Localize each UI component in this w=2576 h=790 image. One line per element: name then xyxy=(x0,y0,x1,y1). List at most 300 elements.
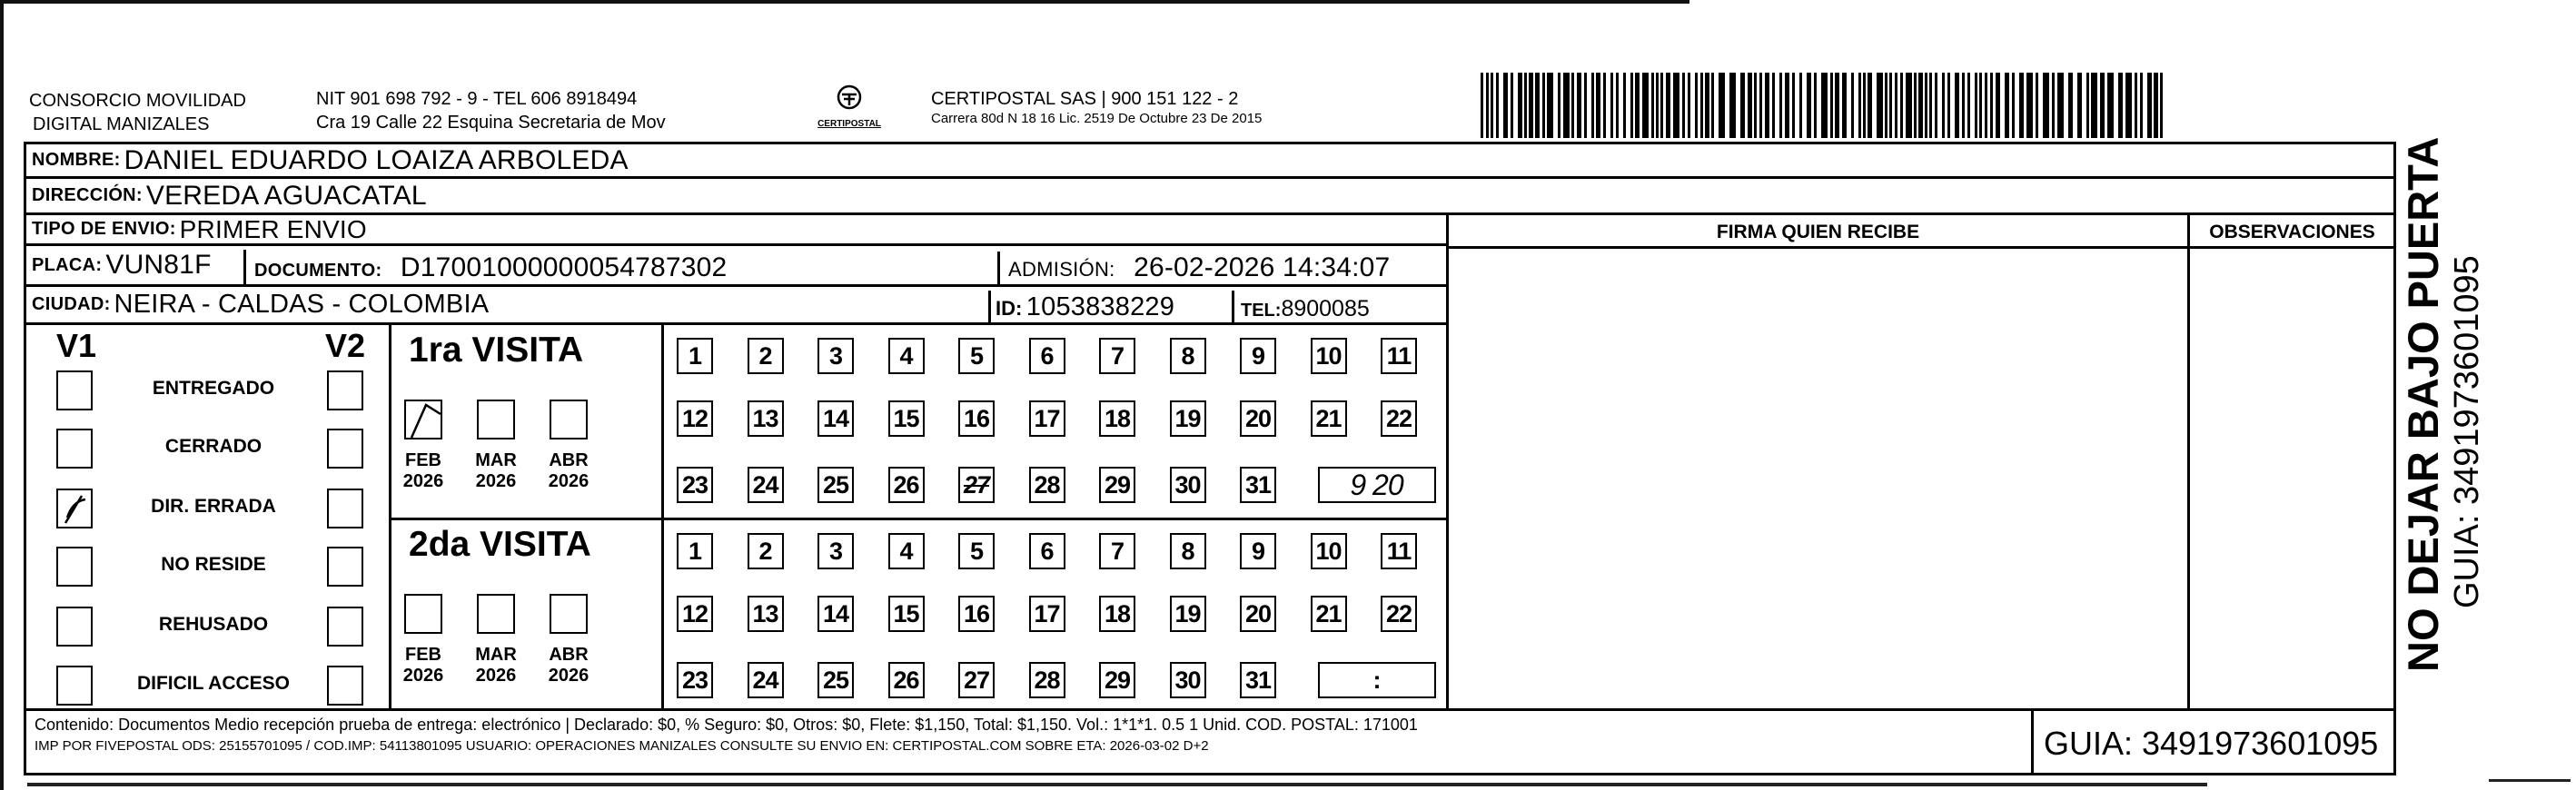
barcode-bar xyxy=(2036,73,2038,138)
status-option-label: NO RESIDE xyxy=(161,554,266,575)
day-box[interactable] xyxy=(677,596,713,632)
barcode-bar xyxy=(2052,73,2055,138)
day-box[interactable] xyxy=(1029,338,1065,374)
day-number: 26 xyxy=(893,666,919,694)
day-number: 24 xyxy=(752,470,778,499)
day-box[interactable] xyxy=(1099,596,1135,632)
time-value: 9 20 xyxy=(1350,468,1403,501)
day-box[interactable] xyxy=(748,400,784,437)
day-number: 26 xyxy=(893,470,919,499)
direccion-value: VEREDA AGUACATAL xyxy=(145,180,427,211)
footer-line xyxy=(26,708,2393,711)
placa-label: PLACA: xyxy=(32,254,103,275)
day-number: 14 xyxy=(822,599,849,627)
guia-box: GUIA: 3491973601095 xyxy=(2044,725,2379,762)
barcode-bar xyxy=(1985,73,1987,138)
company-name xyxy=(29,89,246,136)
barcode-bar xyxy=(2068,73,2073,138)
barcode-bar xyxy=(1577,73,1581,138)
day-number: 1 xyxy=(688,537,702,565)
barcode-bar xyxy=(2135,73,2137,138)
day-box[interactable] xyxy=(748,596,784,632)
barcode-bar xyxy=(1990,73,1993,138)
day-box[interactable] xyxy=(888,596,925,632)
day-number: 11 xyxy=(1386,537,1412,565)
v1-header: V1 xyxy=(56,327,97,364)
day-number: 17 xyxy=(1034,599,1060,627)
checkmark-icon xyxy=(58,490,94,530)
day-box[interactable] xyxy=(1170,467,1206,503)
tel-label: TEL: xyxy=(1241,301,1282,321)
barcode-bar xyxy=(1584,73,1587,138)
day-number: 21 xyxy=(1315,599,1342,627)
barcode-bar xyxy=(1651,73,1654,138)
day-number: 25 xyxy=(822,666,849,694)
barcode-bar xyxy=(1603,73,1606,138)
tel-divider xyxy=(1232,291,1234,325)
day-box[interactable] xyxy=(748,662,784,698)
v1-checkbox[interactable] xyxy=(56,666,93,706)
barcode-bar xyxy=(1542,73,1545,138)
barcode-bar xyxy=(2107,73,2114,138)
barcode-bar xyxy=(2057,73,2064,138)
barcode-bar xyxy=(2086,73,2089,138)
barcode-bar xyxy=(1700,73,1703,138)
barcode-bar xyxy=(1779,73,1782,138)
day-box[interactable] xyxy=(1029,400,1065,437)
v2-checkbox[interactable] xyxy=(327,607,363,647)
firma-divider xyxy=(1446,215,1449,708)
day-box[interactable] xyxy=(1099,662,1135,698)
day-box[interactable] xyxy=(958,662,995,698)
barcode-bar xyxy=(1511,73,1513,138)
tel-group xyxy=(1241,296,1370,322)
barcode-bar xyxy=(1877,73,1883,138)
barcode-bar xyxy=(1547,73,1553,138)
barcode-bar xyxy=(1518,73,1522,138)
barcode-bar xyxy=(1535,73,1540,138)
barcode-bar xyxy=(1642,73,1649,138)
month-label xyxy=(396,645,451,686)
day-number: 23 xyxy=(681,470,708,499)
day-box[interactable] xyxy=(888,338,925,374)
day-number: 27 xyxy=(963,666,990,694)
tel-value: 8900085 xyxy=(1281,296,1370,321)
barcode-bar xyxy=(1814,73,1817,138)
month-checkbox[interactable] xyxy=(477,400,515,439)
id-group xyxy=(996,292,1174,322)
guia-divider xyxy=(2031,708,2034,775)
ciudad-value: NEIRA - CALDAS - COLOMBIA xyxy=(114,290,490,319)
direccion-label: DIRECCIÓN: xyxy=(32,185,143,205)
day-number: 31 xyxy=(1244,470,1272,499)
day-number: 24 xyxy=(752,666,778,694)
barcode-bar xyxy=(1660,73,1663,138)
columns-header-line xyxy=(1446,246,2396,249)
day-number: 3 xyxy=(828,537,843,565)
firma-header: FIRMA QUIEN RECIBE xyxy=(1716,222,1920,242)
day-box[interactable] xyxy=(1311,400,1347,437)
day-number: 9 xyxy=(1251,341,1265,370)
day-number: 16 xyxy=(963,404,990,432)
barcode-bar xyxy=(2154,73,2158,138)
day-number: 10 xyxy=(1315,537,1342,565)
barcode-bar xyxy=(1673,73,1679,138)
nit-line: NIT 901 698 792 - 9 - TEL 606 8918494 xyxy=(316,89,638,109)
barcode-bar xyxy=(1942,73,1945,138)
day-box[interactable] xyxy=(958,596,995,632)
barcode-bar xyxy=(2077,73,2082,138)
barcode-bar xyxy=(1863,73,1866,138)
day-number: 15 xyxy=(893,404,919,432)
visit-separator xyxy=(389,518,1446,520)
v1-checkbox[interactable] xyxy=(56,370,93,410)
status-option-label: DIR. ERRADA xyxy=(151,496,276,517)
row-direccion xyxy=(26,179,2393,215)
barcode-bar xyxy=(1955,73,1959,138)
admision-group xyxy=(1008,252,1390,283)
v2-checkbox[interactable] xyxy=(327,489,363,528)
carrier-info xyxy=(931,87,1262,126)
id-divider xyxy=(988,291,991,325)
carrier-address: Carrera 80d N 18 16 Lic. 2519 De Octubre 23 De 2015 xyxy=(931,111,1263,126)
month-checkbox[interactable] xyxy=(550,400,588,439)
day-box[interactable] xyxy=(1240,662,1276,698)
time-value: : xyxy=(1372,666,1381,694)
day-number: 10 xyxy=(1315,341,1342,370)
barcode-bar xyxy=(1591,73,1594,138)
day-box[interactable] xyxy=(1099,533,1135,569)
day-box[interactable] xyxy=(1029,467,1065,503)
month-label xyxy=(396,450,451,492)
month-year: 2026 xyxy=(475,666,517,686)
v2-checkbox[interactable] xyxy=(327,370,363,410)
barcode-bar xyxy=(1503,73,1508,138)
month-name: ABR xyxy=(549,450,589,470)
day-number: 6 xyxy=(1040,341,1054,370)
day-number: 5 xyxy=(969,537,984,565)
barcode-bar xyxy=(1635,73,1640,138)
day-box[interactable] xyxy=(1240,596,1276,632)
day-box[interactable] xyxy=(677,467,713,503)
day-number: 20 xyxy=(1244,599,1272,627)
day-box[interactable] xyxy=(817,662,854,698)
row-tipo xyxy=(26,215,1446,246)
day-box[interactable] xyxy=(1170,533,1206,569)
barcode-bar xyxy=(1967,73,1970,138)
barcode-bar xyxy=(2005,73,2009,138)
day-number: 8 xyxy=(1181,341,1194,370)
barcode-bar xyxy=(1889,73,1892,138)
status-option-label: ENTREGADO xyxy=(152,378,275,399)
day-number: 17 xyxy=(1034,404,1060,432)
barcode-bar xyxy=(1925,73,1927,138)
carrier-line: CERTIPOSTAL SAS | 900 151 122 - 2 xyxy=(931,89,1239,109)
day-box[interactable] xyxy=(1381,338,1417,374)
day-box[interactable] xyxy=(1099,467,1135,503)
v1-checkbox[interactable] xyxy=(56,607,93,647)
day-box[interactable] xyxy=(1029,596,1065,632)
month-label xyxy=(469,645,523,686)
day-number: 29 xyxy=(1104,666,1131,694)
day-number: 5 xyxy=(969,341,984,370)
day-number: 29 xyxy=(1104,470,1131,499)
barcode-bar xyxy=(1754,73,1757,138)
company-contact xyxy=(316,87,666,134)
day-box[interactable] xyxy=(1099,338,1135,374)
barcode-bar xyxy=(1906,73,1912,138)
barcode-bar xyxy=(1900,73,1903,138)
day-box[interactable] xyxy=(1029,533,1065,569)
day-box[interactable] xyxy=(748,467,784,503)
day-number: 27 xyxy=(963,470,990,499)
status-divider xyxy=(389,325,391,708)
barcode-bar xyxy=(1711,73,1714,138)
month-label xyxy=(541,450,596,492)
day-box[interactable] xyxy=(677,662,713,698)
day-number: 12 xyxy=(681,599,708,627)
barcode xyxy=(1481,73,2166,138)
barcode-bar xyxy=(1481,73,1483,138)
day-box[interactable] xyxy=(677,338,713,374)
row-nombre xyxy=(26,144,2393,179)
day-box[interactable] xyxy=(958,400,995,437)
obs-divider xyxy=(2187,215,2190,708)
barcode-bar xyxy=(1491,73,1493,138)
bottom-edge-line xyxy=(27,783,2207,786)
day-box[interactable] xyxy=(817,338,854,374)
month-checkbox[interactable] xyxy=(404,594,442,634)
day-box[interactable] xyxy=(677,400,713,437)
status-option-label: DIFICIL ACCESO xyxy=(136,673,290,694)
barcode-bar xyxy=(1524,73,1527,138)
barcode-bar xyxy=(1666,73,1670,138)
logo-caption: CERTIPOSTAL xyxy=(817,119,881,129)
checkmark-icon xyxy=(406,401,444,441)
day-number: 11 xyxy=(1386,341,1412,370)
barcode-bar xyxy=(1705,73,1709,138)
barcode-bar xyxy=(2091,73,2097,138)
barcode-bar xyxy=(1918,73,1923,138)
nombre-value: DANIEL EDUARDO LOAIZA ARBOLEDA xyxy=(124,144,629,175)
day-number: 19 xyxy=(1174,404,1201,432)
day-box[interactable] xyxy=(1240,400,1276,437)
day-number: 13 xyxy=(752,599,778,627)
barcode-bar xyxy=(2160,73,2163,138)
barcode-bar xyxy=(1914,73,1917,138)
barcode-bar xyxy=(1807,73,1811,138)
barcode-bar xyxy=(1729,73,1736,138)
day-number: 28 xyxy=(1034,666,1060,694)
day-box[interactable] xyxy=(1240,338,1276,374)
logo-icon xyxy=(831,84,867,114)
day-number: 2 xyxy=(758,341,772,370)
month-year: 2026 xyxy=(548,666,590,686)
day-box[interactable] xyxy=(888,662,925,698)
day-box[interactable] xyxy=(677,533,713,569)
top-border-line xyxy=(0,0,1689,4)
barcode-bar xyxy=(1656,73,1659,138)
month-label xyxy=(541,645,596,686)
side-warning: NO DEJAR BAJO PUERTA xyxy=(2399,136,2447,672)
barcode-bar xyxy=(1563,73,1570,138)
day-box[interactable] xyxy=(1170,400,1206,437)
id-label: ID: xyxy=(996,297,1023,320)
day-number: 9 xyxy=(1251,537,1265,565)
barcode-bar xyxy=(1596,73,1600,138)
barcode-bar xyxy=(2012,73,2015,138)
day-box[interactable] xyxy=(1170,596,1206,632)
admision-label: ADMISIÓN: xyxy=(1008,258,1115,281)
barcode-bar xyxy=(1975,73,1977,138)
day-box[interactable] xyxy=(1311,338,1347,374)
status-option-label: REHUSADO xyxy=(158,614,269,635)
day-number: 20 xyxy=(1244,404,1272,432)
barcode-bar xyxy=(2147,73,2152,138)
month-name: MAR xyxy=(475,450,517,470)
barcode-bar xyxy=(1496,73,1499,138)
month-name: ABR xyxy=(549,645,589,665)
barcode-bar xyxy=(1947,73,1950,138)
barcode-bar xyxy=(1486,73,1489,138)
barcode-bar xyxy=(1858,73,1861,138)
day-box[interactable] xyxy=(1381,596,1417,632)
ciudad-label: CIUDAD: xyxy=(32,294,111,314)
month-name: FEB xyxy=(405,645,441,665)
day-number: 19 xyxy=(1174,599,1201,627)
day-box[interactable] xyxy=(888,533,925,569)
barcode-bar xyxy=(1748,73,1752,138)
barcode-bar xyxy=(1688,73,1690,138)
barcode-bar xyxy=(1799,73,1802,138)
day-box[interactable] xyxy=(1311,533,1347,569)
admision-value: 26-02-2026 14:34:07 xyxy=(1134,252,1391,282)
barcode-bar xyxy=(2125,73,2132,138)
barcode-bar xyxy=(2043,73,2049,138)
documento-label: DOCUMENTO: xyxy=(254,261,382,281)
barcode-bar xyxy=(1529,73,1533,138)
day-box[interactable] xyxy=(1170,338,1206,374)
barcode-bar xyxy=(1979,73,1982,138)
v2-checkbox[interactable] xyxy=(327,429,363,469)
day-number: 4 xyxy=(899,341,913,370)
barcode-bar xyxy=(1821,73,1828,138)
first-visit-title: 1ra VISITA xyxy=(409,331,584,370)
barcode-bar xyxy=(1610,73,1613,138)
side-guia: GUIA: 3491973601095 xyxy=(2448,255,2486,608)
observaciones-header: OBSERVACIONES xyxy=(2209,222,2375,242)
id-value: 1053838229 xyxy=(1025,292,1175,321)
tipo-value: PRIMER ENVIO xyxy=(179,214,367,243)
day-number: 31 xyxy=(1244,666,1272,694)
status-option-label: CERRADO xyxy=(164,436,263,457)
certipostal-logo xyxy=(813,84,886,129)
barcode-bar xyxy=(1571,73,1574,138)
day-box[interactable] xyxy=(1381,533,1417,569)
second-visit-title: 2da VISITA xyxy=(409,525,591,564)
barcode-bar xyxy=(1616,73,1619,138)
day-box[interactable] xyxy=(958,338,995,374)
day-box[interactable] xyxy=(1240,533,1276,569)
month-checkbox[interactable] xyxy=(404,400,442,439)
day-box[interactable] xyxy=(958,467,995,503)
day-number: 2 xyxy=(758,537,772,565)
time-box[interactable] xyxy=(1318,467,1436,503)
barcode-bar xyxy=(1682,73,1685,138)
address-line: Cra 19 Calle 22 Esquina Secretaria de Mov xyxy=(316,113,666,133)
barcode-bar xyxy=(1792,73,1795,138)
day-box[interactable] xyxy=(1381,400,1417,437)
barcode-bar xyxy=(1695,73,1698,138)
barcode-bar xyxy=(1830,73,1833,138)
barcode-bar xyxy=(1719,73,1725,138)
v1-checkbox[interactable] xyxy=(56,429,93,469)
barcode-bar xyxy=(1785,73,1789,138)
barcode-bar xyxy=(1935,73,1937,138)
day-box[interactable] xyxy=(1029,662,1065,698)
day-number: 18 xyxy=(1104,404,1131,432)
day-box[interactable] xyxy=(958,533,995,569)
month-checkbox[interactable] xyxy=(550,594,588,634)
day-number: 7 xyxy=(1110,537,1125,565)
barcode-bar xyxy=(1962,73,1965,138)
day-number: 14 xyxy=(822,404,849,432)
footer-contenido: Contenido: Documentos Medio recepción prueba de entrega: electrónico | Declarado: $0, % Seguro: $0, Otros: $0, Flete: $1,150, Total: $1,150. Vol.: 1*1*1. 0.5 1 Unid. COD. POSTAL: 171001 xyxy=(35,716,1418,734)
day-box[interactable] xyxy=(817,533,854,569)
day-number: 6 xyxy=(1040,537,1054,565)
placa-divider xyxy=(243,250,246,287)
month-checkbox[interactable] xyxy=(477,594,515,634)
time-box[interactable] xyxy=(1318,662,1436,698)
month-name: MAR xyxy=(475,645,517,665)
barcode-bar xyxy=(1772,73,1775,138)
barcode-bar xyxy=(1835,73,1839,138)
day-box[interactable] xyxy=(1170,662,1206,698)
day-number: 12 xyxy=(681,404,708,432)
documento-value: D17001000000054787302 xyxy=(400,252,728,282)
month-year: 2026 xyxy=(548,471,590,491)
v1-checkbox[interactable] xyxy=(56,489,93,528)
day-box[interactable] xyxy=(888,467,925,503)
day-number: 21 xyxy=(1315,404,1342,432)
tipo-label: TIPO DE ENVIO: xyxy=(32,219,176,239)
day-box[interactable] xyxy=(748,533,784,569)
barcode-bar xyxy=(1895,73,1897,138)
day-box[interactable] xyxy=(1240,467,1276,503)
day-number: 18 xyxy=(1104,599,1131,627)
barcode-bar xyxy=(1851,73,1854,138)
v2-checkbox[interactable] xyxy=(327,547,363,587)
month-year: 2026 xyxy=(402,666,444,686)
v2-checkbox[interactable] xyxy=(327,666,363,706)
day-box[interactable] xyxy=(817,400,854,437)
day-box[interactable] xyxy=(1099,400,1135,437)
day-box[interactable] xyxy=(817,596,854,632)
barcode-bar xyxy=(1558,73,1560,138)
v1-checkbox[interactable] xyxy=(56,547,93,587)
day-number: 30 xyxy=(1174,666,1201,694)
barcode-bar xyxy=(2026,73,2033,138)
day-number: 25 xyxy=(822,470,849,499)
day-box[interactable] xyxy=(817,467,854,503)
day-box[interactable] xyxy=(1311,596,1347,632)
day-number: 22 xyxy=(1385,599,1412,627)
barcode-bar xyxy=(2019,73,2024,138)
day-number: 13 xyxy=(752,404,778,432)
day-box[interactable] xyxy=(748,338,784,374)
month-label xyxy=(469,450,523,492)
day-box[interactable] xyxy=(888,400,925,437)
